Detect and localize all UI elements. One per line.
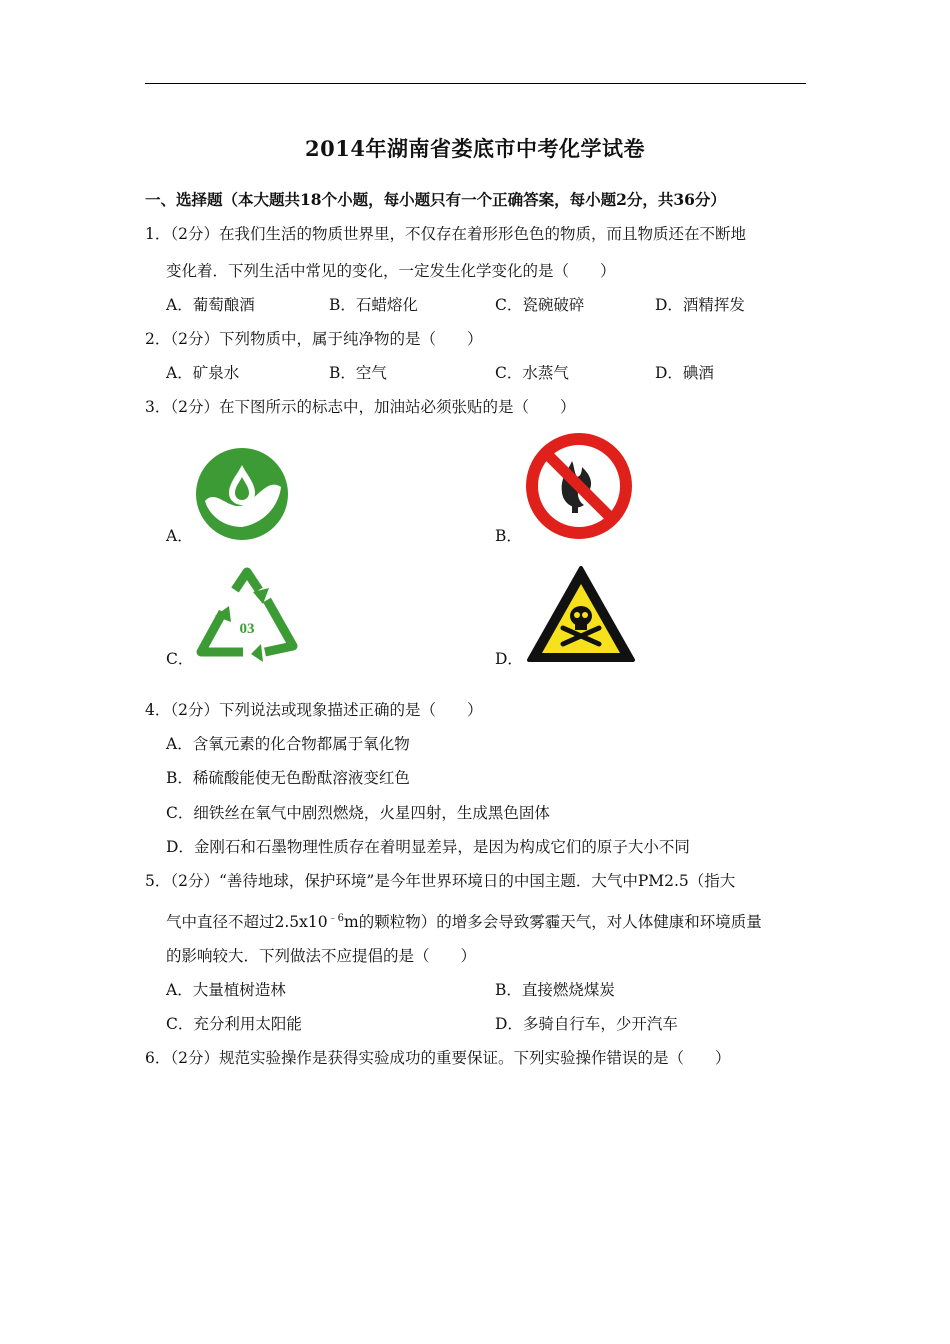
- no-fire-sign-icon: [524, 431, 634, 541]
- question-5-text: 5．（2分）“善待地球，保护环境”是今年世界环境日的中国主题．大气中PM2.5（指大: [145, 872, 736, 890]
- question-2-option-c: C．水蒸气: [495, 364, 569, 382]
- toxic-hazard-sign-icon: [525, 564, 637, 664]
- question-2-option-b: B．空气: [329, 364, 387, 382]
- question-4-option-c: C．细铁丝在氧气中剧烈燃烧，火星四射，生成黑色固体: [166, 804, 550, 822]
- recycle-code-label: 03: [239, 621, 255, 637]
- question-5-option-b: B．直接燃烧煤炭: [495, 981, 615, 999]
- question-1-text-cont: 变化着．下列生活中常见的变化，一定发生化学变化的是（ ）: [166, 262, 616, 280]
- question-3-option-d: D．: [495, 650, 523, 668]
- question-4-text: 4．（2分）下列说法或现象描述正确的是（ ）: [145, 701, 483, 719]
- question-5-option-a: A．大量植树造林: [166, 981, 286, 999]
- question-1-option-d: D．酒精挥发: [655, 296, 745, 314]
- question-5-text-cont2: 的影响较大．下列做法不应提倡的是（ ）: [166, 947, 477, 965]
- question-4-option-a: A．含氧元素的化合物都属于氧化物: [166, 735, 410, 753]
- question-5-exponent: ﹣6: [327, 913, 344, 924]
- question-5-option-d: D．多骑自行车，少开汽车: [495, 1015, 678, 1033]
- question-2-option-a: A．矿泉水: [166, 364, 240, 382]
- header-rule: [145, 83, 806, 84]
- question-1-option-b: B．石蜡熔化: [329, 296, 418, 314]
- question-5-text-part: m的颗粒物）的增多会导致雾霾天气，对人体健康和环境质量: [344, 913, 762, 931]
- question-2-text: 2．（2分）下列物质中，属于纯净物的是（ ）: [145, 330, 483, 348]
- question-1-text: 1．（2分）在我们生活的物质世界里，不仅存在着形形色色的物质，而且物质还在不断地: [145, 225, 746, 243]
- question-3-text: 3．（2分）在下图所示的标志中，加油站必须张贴的是（ ）: [145, 398, 576, 416]
- question-3-option-a: A．: [166, 527, 193, 545]
- question-3-option-c: C．: [166, 650, 194, 668]
- question-5-text-cont: [166, 909, 762, 932]
- water-saving-sign-icon: [195, 447, 289, 541]
- question-4-option-b: B．稀硫酸能使无色酚酞溶液变红色: [166, 769, 410, 787]
- question-1-option-c: C．瓷碗破碎: [495, 296, 585, 314]
- page-title: 2014年湖南省娄底市中考化学试卷: [305, 136, 645, 161]
- question-3-option-b: B．: [495, 527, 522, 545]
- question-5-text-part: 气中直径不超过2.5x10: [166, 913, 328, 931]
- recycle-sign-icon: [195, 566, 299, 664]
- question-6-text: 6．（2分）规范实验操作是获得实验成功的重要保证。下列实验操作错误的是（ ）: [145, 1049, 731, 1067]
- section-heading: 一、选择题（本大题共18个小题，每小题只有一个正确答案，每小题2分，共36分）: [145, 190, 726, 209]
- question-4-option-d: D．金刚石和石墨物理性质存在着明显差异，是因为构成它们的原子大小不同: [166, 838, 690, 856]
- question-5-option-c: C．充分利用太阳能: [166, 1015, 302, 1033]
- question-2-option-d: D．碘酒: [655, 364, 714, 382]
- question-1-option-a: A．葡萄酿酒: [166, 296, 255, 314]
